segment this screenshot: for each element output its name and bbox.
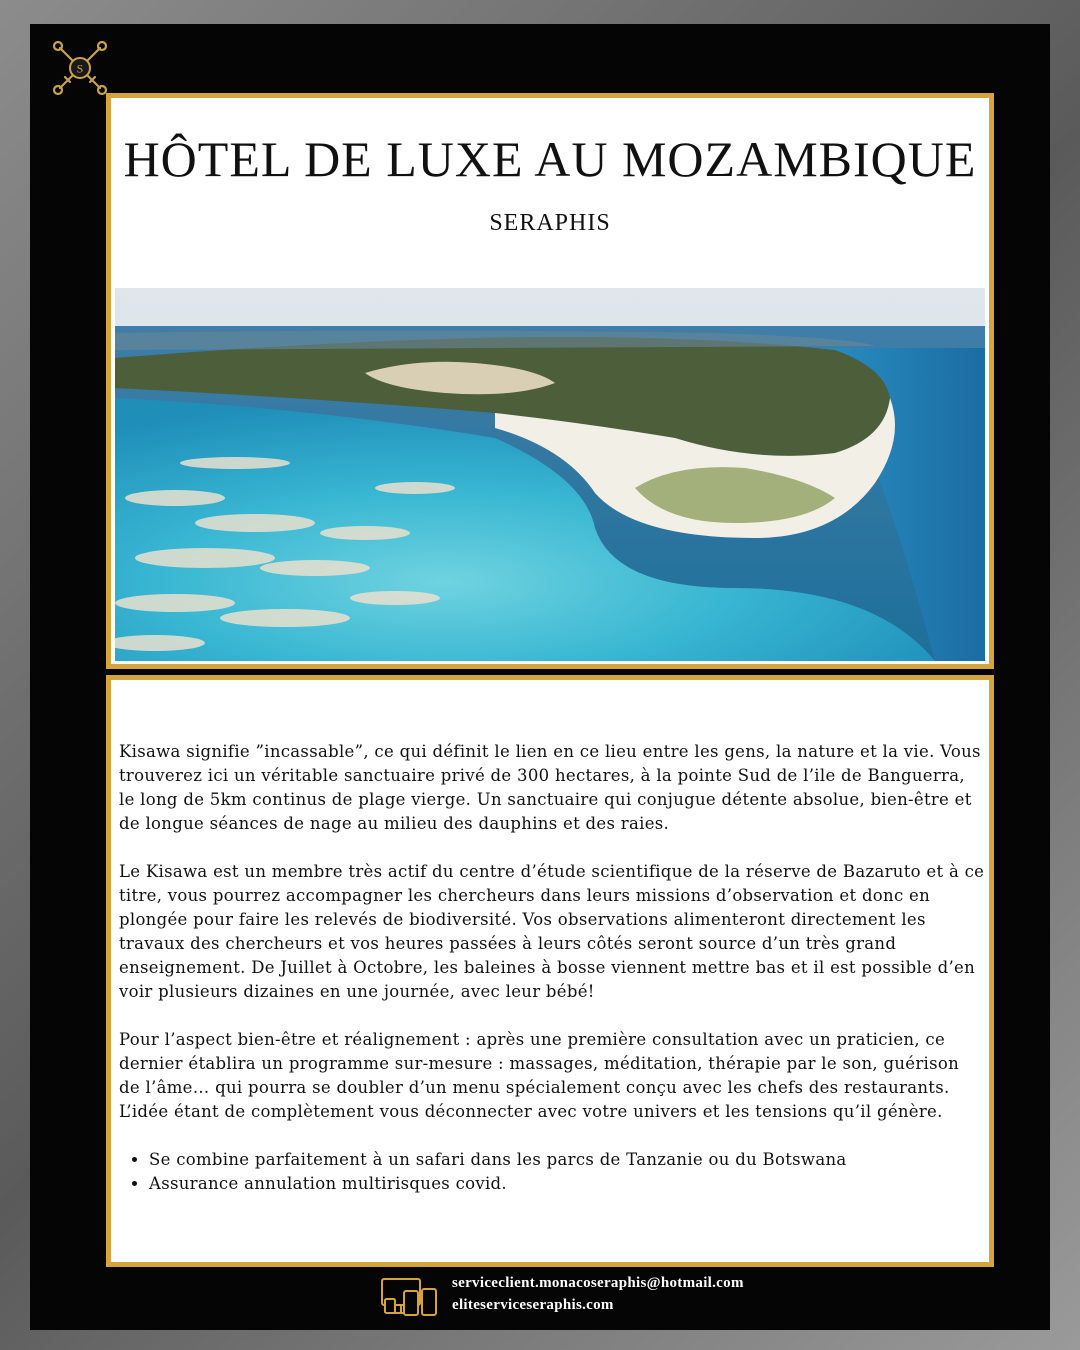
brand-subtitle: SERAPHIS — [489, 210, 611, 236]
features-list — [119, 1148, 985, 1196]
list-item: • Assurance annulation multirisques covid. — [149, 1172, 985, 1196]
contact-website[interactable]: eliteserviceseraphis.com — [452, 1297, 614, 1313]
aerial-beach-lagoon-photo — [115, 288, 985, 661]
contact-footer — [380, 1273, 800, 1321]
paragraph: Kisawa signifie ”incassable”, ce qui définit le lien en ce lieu entre les gens, la nature et la vie. Vous trouverez ici un véritable sanctuaire privé de 300 hectares, à la pointe Sud de l’ile de Banguerra, le long de 5km continus de plage vierge. Un sanctuaire qui conjugue détente absolue, bien-être et de longue séances de nage au milieu des dauphins et des raies. — [119, 742, 981, 833]
list-item: • Se combine parfaitement à un safari dans les parcs de Tanzanie ou du Botswana — [149, 1148, 985, 1172]
devices-icon — [380, 1277, 440, 1317]
description-card — [106, 675, 994, 1267]
contact-email[interactable]: serviceclient.monacoseraphis@hotmail.com — [452, 1275, 744, 1291]
page-title: HÔTEL DE LUXE AU MOZAMBIQUE — [123, 131, 977, 187]
paragraph: Le Kisawa est un membre très actif du centre d’étude scientifique de la réserve de Bazaruto et à ce titre, vous pourrez accompagner les chercheurs dans leurs missions d’observation et donc en plongée pour faire les relevés de biodiversité. Vos observations alimenteront directement les travaux des chercheurs et vos heures passées à leurs côtés seront source d’un très grand enseignement. De Juillet à Octobre, les baleines à bosse viennent mettre bas et il est possible d’en voir plusieurs dizaines en une journée, avec leur bébé! — [119, 862, 985, 1001]
crossed-keys-seal-icon — [50, 38, 110, 98]
description-text — [119, 740, 985, 1196]
logo-letter: S — [76, 61, 84, 76]
header-card — [106, 93, 994, 669]
paragraph: Pour l’aspect bien-être et réalignement : après une première consultation avec un praticien, ce dernier établira un programme sur-mesure : massages, méditation, thérapie par le son, guérison de l’âme… qui pourra se doubler d’un menu spécialement conçu avec les chefs des restaurants. L’idée étant de complètement vous déconnecter avec votre univers et les tensions qu’il génère. — [119, 1030, 960, 1121]
